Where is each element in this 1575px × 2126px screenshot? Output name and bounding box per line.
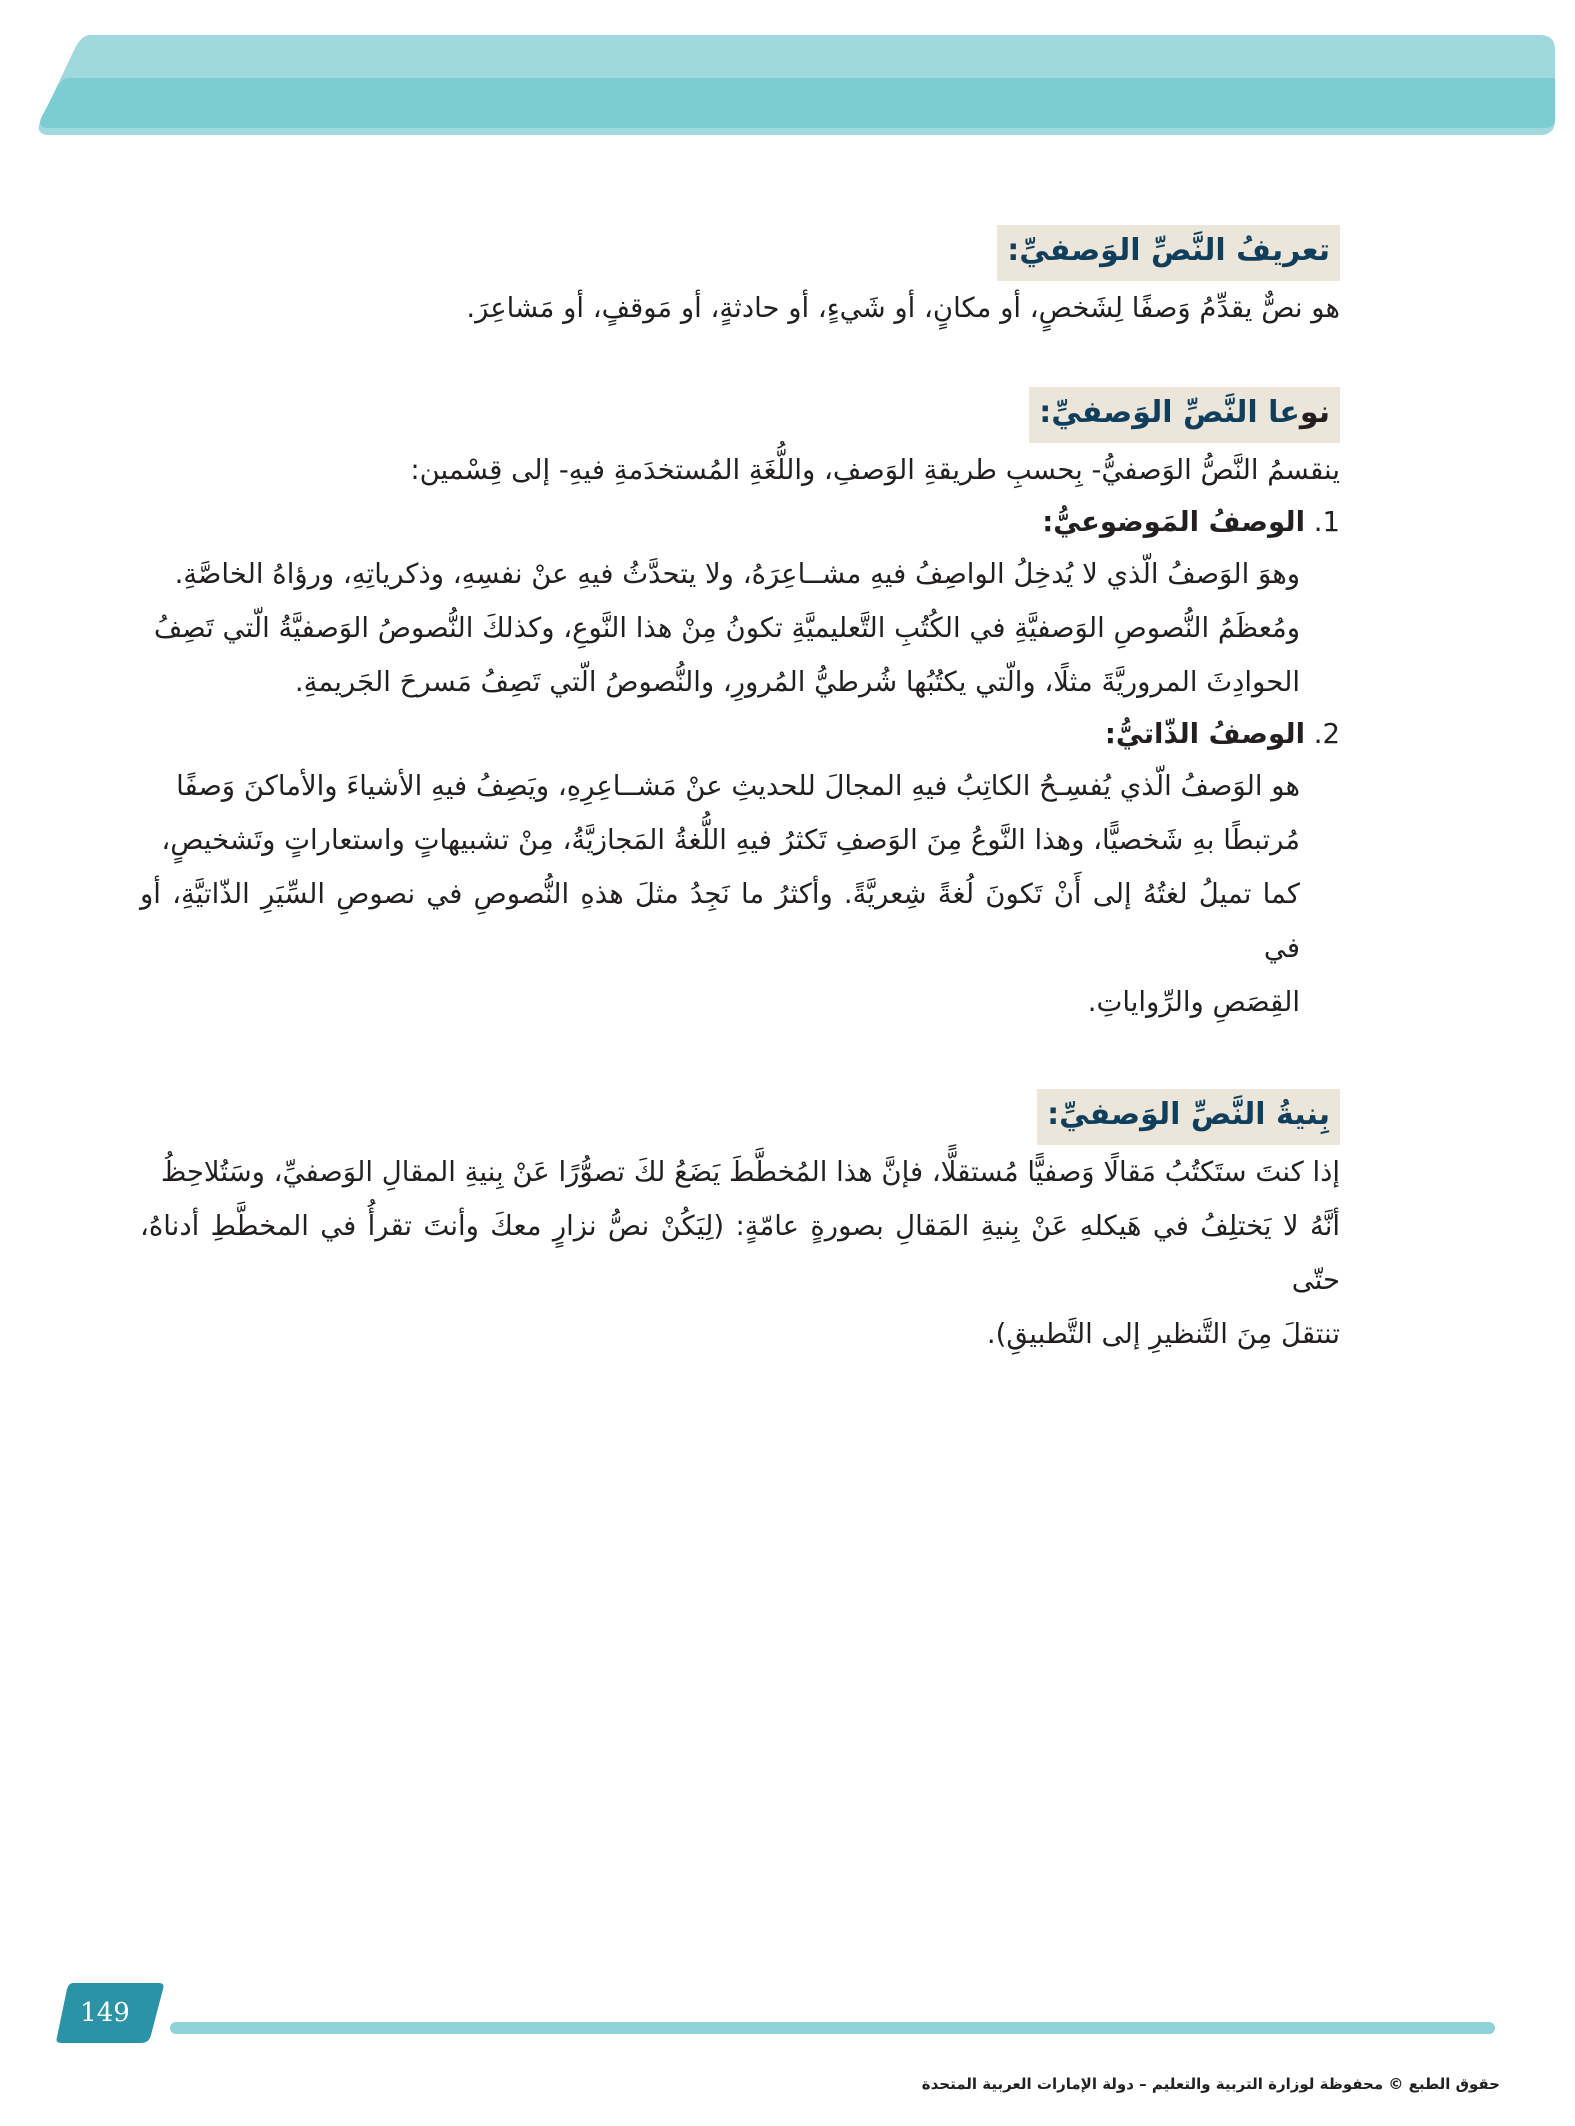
item-label: الوصفُ الذّاتيُّ: xyxy=(1104,718,1305,750)
subjective-line: القِصَصِ والرِّواياتِ. xyxy=(1087,986,1300,1018)
top-banner-front xyxy=(40,78,1555,128)
section-structure xyxy=(140,1089,1340,1361)
objective-description xyxy=(140,547,1340,709)
item-label: الوصفُ المَوضوعيُّ: xyxy=(1042,506,1305,538)
copyright-footer: حقوق الطبع © محفوظة لوزارة التربية والتعليم – دولة الإمارات العربية المتحدة xyxy=(921,2075,1500,2093)
objective-line: وهوَ الوَصفُ الّذي لا يُدخِلُ الواصِفُ فيهِ مشــاعِرَهُ، ولا يتحدَّثُ فيهِ عنْ نفسِهِ، وذكرياتِهِ، ورؤاهُ الخاصَّةِ. xyxy=(174,558,1300,590)
structure-heading: بِنيةُ النَّصِّ الوَصفيِّ: xyxy=(1037,1089,1340,1145)
types-intro: ينقسمُ النَّصُّ الوَصفيُّ- بِحسبِ طريقةِ الوَصفِ، واللُّغَةِ المُستخدَمةِ فيهِ- إلى قِسْمين: xyxy=(410,454,1340,486)
page-content xyxy=(140,225,1340,1361)
subjective-description xyxy=(140,759,1340,1029)
type-item-objective xyxy=(140,497,1340,547)
objective-line: ومُعظَمُ النُّصوصِ الوَصفيَّةِ في الكُتُبِ التَّعليميَّةِ تكونُ مِنْ هذا النَّوعِ، وكذلكَ النُّصوصُ الوَصفيَّةُ الّتي تَصِفُ xyxy=(153,612,1300,644)
structure-line: إذا كنتَ ستَكتُبُ مَقالًا وَصفيًّا مُستقلًّا، فإنَّ هذا المُخطَّطَ يَضَعُ لكَ تصوُّرًا عَنْ بِنيةِ المقالِ الوَصفيِّ، وسَتُلاحِظُ xyxy=(160,1156,1340,1188)
top-banner xyxy=(0,0,1575,150)
section-types xyxy=(140,387,1340,1029)
definition-body: هو نصٌّ يقدِّمُ وَصفًا لِشَخصٍ، أو مكانٍ، أو شَيءٍ، أو حادثةٍ، أو مَوقفٍ، أو مَشاعِرَ. xyxy=(466,292,1340,324)
objective-line: الحوادِثَ المروريَّةَ مثلًا، والّتي يكتُبُها شُرطيُّ المُرورِ، والنُّصوصُ الّتي تَصِفُ مَسرحَ الجَريمةِ. xyxy=(294,666,1300,698)
types-heading xyxy=(1029,387,1340,443)
types-heading-lead: نو xyxy=(1299,395,1330,430)
structure-line: أنَّهُ لا يَختلِفُ في هَيكلهِ عَنْ بِنيةِ المَقالِ بصورةٍ عامّةٍ: (لِيَكُنْ نصُّ نزارٍ معكَ وأنتَ تقرأُ في المخطَّطِ أدناهُ، حتّى xyxy=(140,1210,1340,1296)
item-number: 1. xyxy=(1313,506,1340,538)
types-heading-rest: عا النَّصِّ الوَصفيِّ: xyxy=(1039,395,1300,430)
subjective-line: مُرتبطًا بهِ شَخصيًّا، وهذا النَّوعُ مِنَ الوَصفِ تَكثرُ فيهِ اللُّغةُ المَجازيَّةُ، مِنْ تشبيهاتٍ واستعاراتٍ وتَشخيصٍ، xyxy=(161,824,1300,856)
definition-heading: تعريفُ النَّصِّ الوَصفيِّ: xyxy=(997,225,1340,281)
section-definition xyxy=(140,225,1340,335)
subjective-line: هو الوَصفُ الّذي يُفسِـحُ الكاتِبُ فيهِ المجالَ للحديثِ عنْ مَشــاعِرِهِ، ويَصِفُ فيهِ الأشياءَ والأماكنَ وَصفًا xyxy=(176,770,1300,802)
item-number: 2. xyxy=(1313,718,1340,750)
structure-line: تنتقلَ مِنَ التَّنظيرِ إلى التَّطبيقِ). xyxy=(986,1318,1340,1350)
type-item-subjective xyxy=(140,709,1340,759)
page-number: 149 xyxy=(80,1998,130,2028)
bottom-bar xyxy=(170,2022,1495,2034)
subjective-line: كما تميلُ لغتُهُ إلى أَنْ تَكونَ لُغةً شِعريَّةً. وأكثرُ ما نَجِدُ مثلَ هذهِ النُّصوصِ في نصوصِ السِّيَرِ الذّاتيَّةِ، أو في xyxy=(140,878,1300,964)
